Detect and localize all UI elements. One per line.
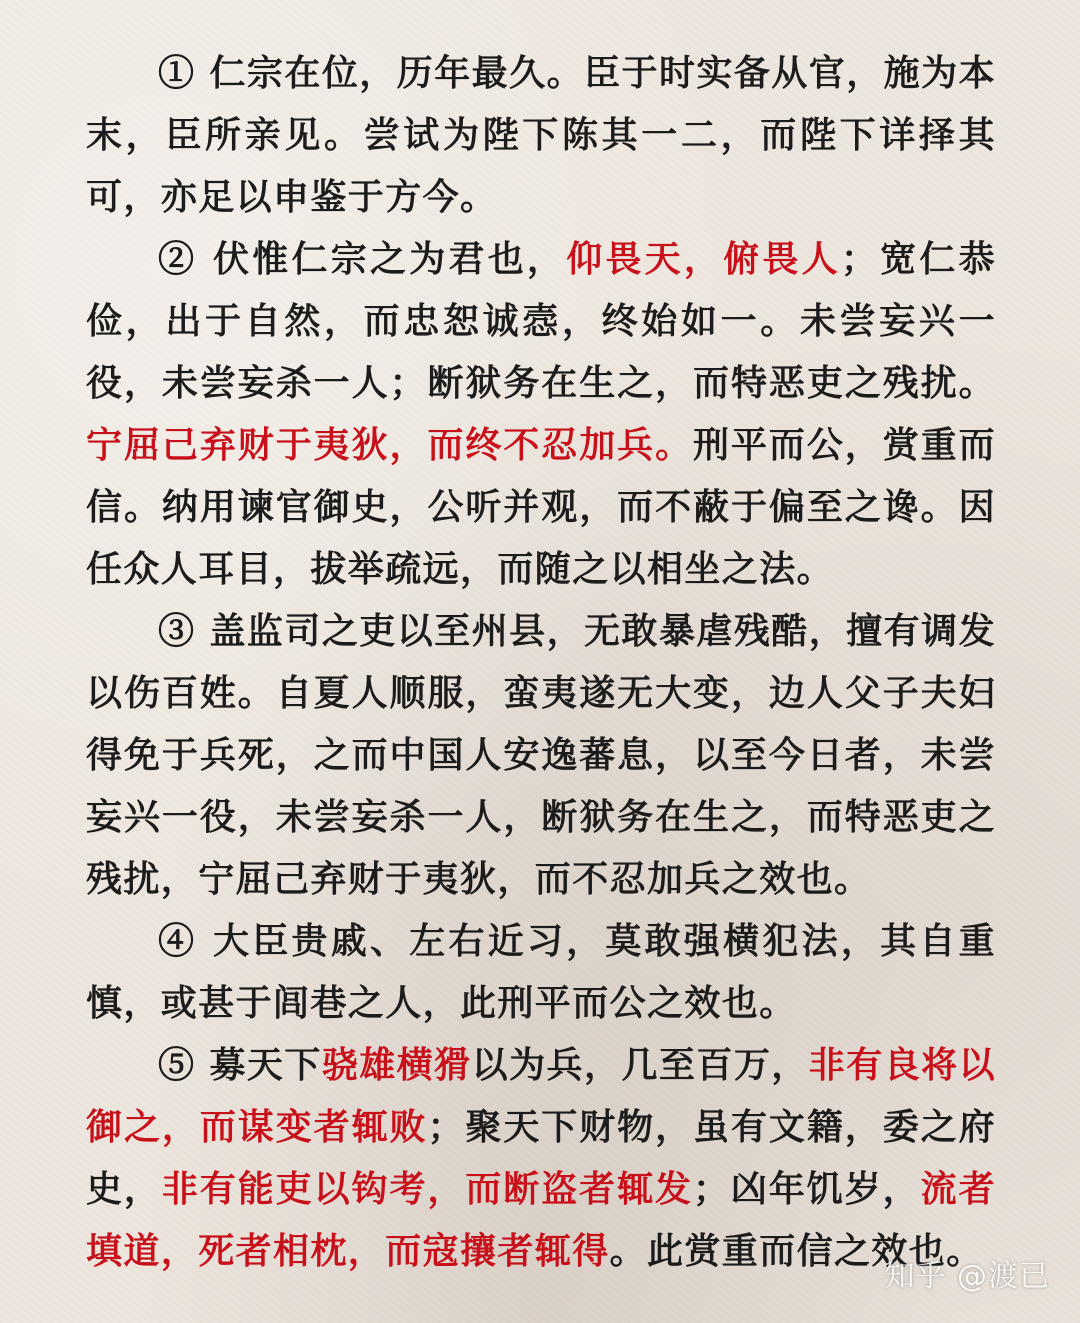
paragraph-text: 。此赏重而信之效也。 [609, 1230, 984, 1272]
highlighted-text: 骁雄横猾 [321, 1044, 472, 1086]
paragraph-2 [86, 228, 996, 600]
highlighted-text: 宁屈己弃财于夷狄，而终不忍加兵。 [86, 424, 694, 466]
highlighted-text: 流者填道，死者相枕，而寇攘者辄得 [86, 1168, 996, 1272]
paragraph-text: ⑤ 募天下 [158, 1044, 322, 1086]
paragraph-text: ；凶年饥岁， [693, 1168, 921, 1210]
highlighted-text: 仰畏天，俯畏人 [566, 238, 841, 280]
highlighted-text: 非有良将以御之，而谋变者辄败 [86, 1044, 996, 1148]
paragraph-3 [86, 600, 996, 910]
paragraph-text: ；聚天下财物，虽有文籍，委之府史， [86, 1106, 996, 1210]
paragraph-5 [86, 1034, 996, 1282]
paragraph-text: 刑平而公，赏重而信。纳用谏官御史，公听并观，而不蔽于偏至之谗。因任众人耳目，拔举疏远，而随之以相坐之法。 [86, 424, 997, 590]
zhihu-watermark: 知乎 @渡已 [884, 1259, 1050, 1294]
article-body [86, 42, 996, 1282]
paragraph-1 [86, 42, 996, 228]
paragraph-text: ；宽仁恭俭，出于自然，而忠恕诚悫，终始如一。未尝妄兴一役，未尝妄杀一人；断狱务在生之，而特恶吏之残扰。 [86, 238, 996, 404]
paragraph-4 [86, 910, 996, 1034]
highlighted-text: 非有能吏以钩考，而断盗者辄发 [161, 1168, 693, 1210]
paragraph-text: ② 伏惟仁宗之为君也， [158, 238, 567, 280]
paragraph-text: ③ 盖监司之吏以至州县，无敢暴虐残酷，擅有调发以伤百姓。自夏人顺服，蛮夷遂无大变，边人父子夫妇得免于兵死，之而中国人安逸蕃息，以至今日者，未尝妄兴一役，未尝妄杀一人，断狱务在生之，而特恶吏之残扰，宁屈己弃财于夷狄，而不忍加兵之效也。 [86, 610, 996, 900]
paragraph-text: ④ 大臣贵戚、左右近习，莫敢强横犯法，其自重慎，或甚于闾巷之人，此刑平而公之效也。 [86, 920, 996, 1024]
paragraph-text: ① 仁宗在位，历年最久。臣于时实备从官，施为本末，臣所亲见。尝试为陛下陈其一二，而陛下详择其可，亦足以申鉴于方今。 [86, 52, 996, 218]
paragraph-text: 以为兵，几至百万， [471, 1044, 809, 1086]
